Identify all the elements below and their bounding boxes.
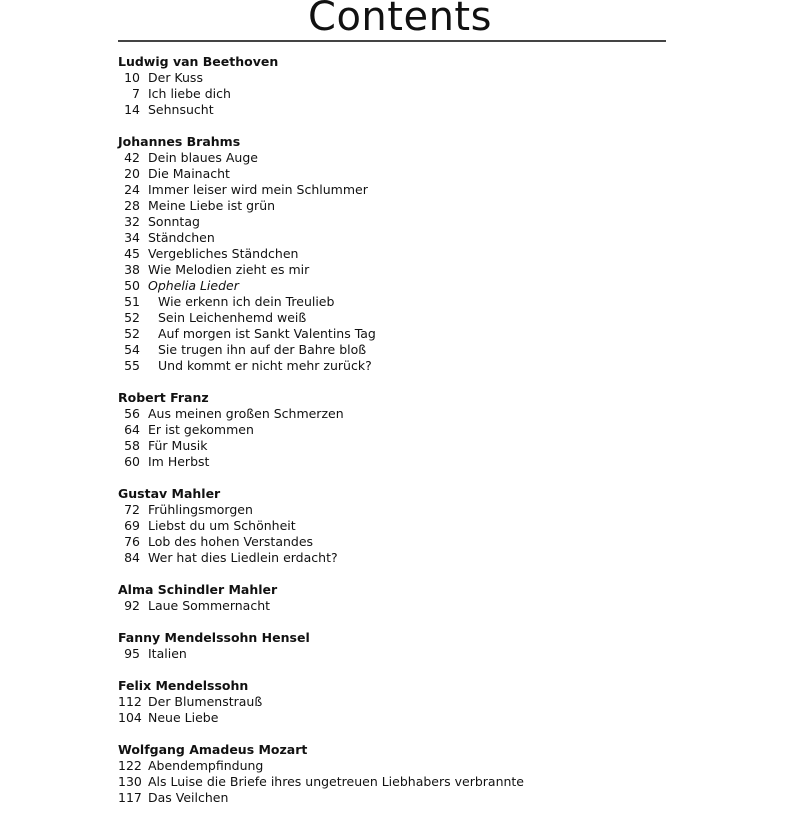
page-number: 72 (124, 502, 140, 517)
toc-entry (118, 182, 678, 198)
toc-entry (118, 598, 678, 614)
song-title: Neue Liebe (148, 710, 219, 725)
song-title: Sie trugen ihn auf der Bahre bloß (158, 342, 367, 357)
song-title: Sein Leichenhemd weiß (158, 310, 307, 325)
page-number: 42 (124, 150, 140, 165)
toc-entry (118, 86, 678, 102)
toc-entry (118, 502, 678, 518)
song-title: Lob des hohen Verstandes (148, 534, 314, 549)
song-title: Auf morgen ist Sankt Valentins Tag (158, 326, 376, 341)
composer-section (118, 678, 678, 726)
page-number: 24 (124, 182, 140, 197)
page-number: 122 (118, 758, 142, 773)
toc-entry (118, 310, 678, 326)
page-number: 10 (124, 70, 140, 85)
song-title: Meine Liebe ist grün (148, 198, 276, 213)
song-title: Der Blumenstrauß (148, 694, 263, 709)
toc-entry (118, 294, 678, 310)
composer-section (118, 742, 678, 806)
toc-entry (118, 710, 678, 726)
composer-heading: Gustav Mahler (118, 486, 221, 501)
page-number: 14 (124, 102, 140, 117)
composer-heading: Robert Franz (118, 390, 209, 405)
toc-entry (118, 406, 678, 422)
song-title: Wer hat dies Liedlein erdacht? (148, 550, 338, 565)
toc-entry (118, 230, 678, 246)
toc-entry (118, 150, 678, 166)
page-number: 104 (118, 710, 142, 725)
song-title: Dein blaues Auge (148, 150, 258, 165)
song-title: Sonntag (148, 214, 200, 229)
page-number: 51 (124, 294, 140, 309)
song-title: Der Kuss (148, 70, 203, 85)
composer-heading: Fanny Mendelssohn Hensel (118, 630, 310, 645)
title-rule (118, 40, 666, 42)
composer-section (118, 582, 678, 614)
toc-entry (118, 774, 678, 790)
song-title: Im Herbst (148, 454, 210, 469)
page-number: 92 (124, 598, 140, 613)
page-number: 56 (124, 406, 140, 421)
toc-entry (118, 758, 678, 774)
page-number: 60 (124, 454, 140, 469)
composer-heading: Johannes Brahms (118, 134, 241, 149)
composer-heading: Felix Mendelssohn (118, 678, 249, 693)
page-number: 52 (124, 310, 140, 325)
page-number: 55 (124, 358, 140, 373)
song-title: Abendempfindung (148, 758, 264, 773)
song-title: Ich liebe dich (148, 86, 231, 101)
toc-entry (118, 166, 678, 182)
page-number: 32 (124, 214, 140, 229)
composer-section (118, 134, 678, 374)
song-title: Das Veilchen (148, 790, 229, 805)
toc-entry (118, 278, 678, 294)
song-title: Wie Melodien zieht es mir (148, 262, 310, 277)
toc-entry (118, 342, 678, 358)
song-title: Ophelia Lieder (148, 278, 239, 293)
song-title: Wie erkenn ich dein Treulieb (158, 294, 335, 309)
composer-heading: Wolfgang Amadeus Mozart (118, 742, 308, 757)
page-number: 45 (124, 246, 140, 261)
toc-entry (118, 790, 678, 806)
page-number: 58 (124, 438, 140, 453)
page-number: 50 (124, 278, 140, 293)
song-title: Laue Sommernacht (148, 598, 271, 613)
composer-section (118, 390, 678, 470)
page-number: 38 (124, 262, 140, 277)
page-number: 84 (124, 550, 140, 565)
page-number: 52 (124, 326, 140, 341)
toc-entry (118, 246, 678, 262)
song-title: Für Musik (148, 438, 208, 453)
toc-entry (118, 454, 678, 470)
toc-entry (118, 534, 678, 550)
song-title: Die Mainacht (148, 166, 230, 181)
page-title: Contents (308, 0, 492, 40)
toc-entry (118, 422, 678, 438)
page-number: 69 (124, 518, 140, 533)
page-number: 20 (124, 166, 140, 181)
toc-entry (118, 326, 678, 342)
page-number: 117 (118, 790, 142, 805)
song-title: Vergebliches Ständchen (148, 246, 299, 261)
page-number: 54 (124, 342, 140, 357)
toc-entry (118, 550, 678, 566)
song-title: Und kommt er nicht mehr zurück? (158, 358, 372, 373)
song-title: Italien (148, 646, 187, 661)
song-title: Liebst du um Schönheit (148, 518, 296, 533)
composer-heading: Alma Schindler Mahler (118, 582, 278, 597)
toc-entry (118, 214, 678, 230)
song-title: Frühlingsmorgen (148, 502, 253, 517)
song-title: Ständchen (148, 230, 215, 245)
song-title: Aus meinen großen Schmerzen (148, 406, 344, 421)
page-number: 95 (124, 646, 140, 661)
table-of-contents (118, 54, 678, 822)
toc-entry (118, 358, 678, 374)
toc-entry (118, 102, 678, 118)
page-number: 34 (124, 230, 140, 245)
page-number: 76 (124, 534, 140, 549)
toc-entry (118, 70, 678, 86)
toc-entry (118, 262, 678, 278)
song-title: Als Luise die Briefe ihres ungetreuen Liebhabers verbrannte (148, 774, 525, 789)
page-number: 112 (118, 694, 142, 709)
toc-entry (118, 198, 678, 214)
page-number: 130 (118, 774, 142, 789)
song-title: Immer leiser wird mein Schlummer (148, 182, 368, 197)
composer-section (118, 54, 678, 118)
page-number: 7 (132, 86, 140, 101)
song-title: Sehnsucht (148, 102, 214, 117)
toc-entry (118, 438, 678, 454)
toc-entry (118, 694, 678, 710)
page-number: 64 (124, 422, 140, 437)
composer-section (118, 486, 678, 566)
toc-entry (118, 646, 678, 662)
composer-section (118, 630, 678, 662)
toc-entry (118, 518, 678, 534)
composer-heading: Ludwig van Beethoven (118, 54, 279, 69)
page-number: 28 (124, 198, 140, 213)
song-title: Er ist gekommen (148, 422, 254, 437)
